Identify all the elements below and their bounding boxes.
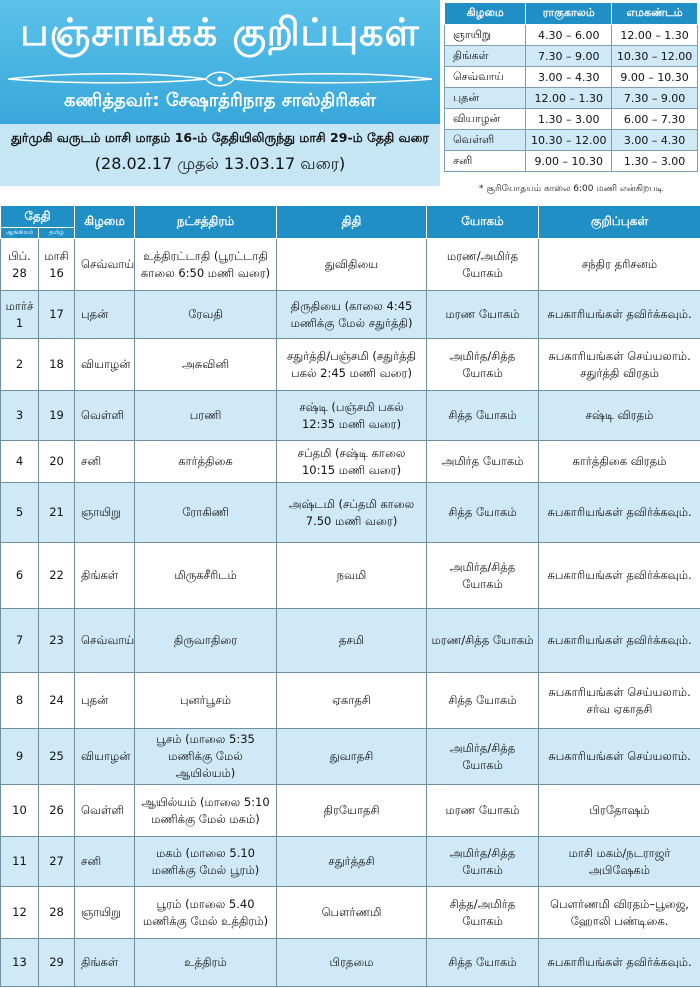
cell-date-tamil: 24 [39,673,75,729]
cell-day: வெள்ளி [75,785,135,837]
cell-yoga: சித்த யோகம் [427,391,539,441]
cell-tithi: பௌர்ணமி [277,887,427,939]
cell-date-english: 10 [1,785,39,837]
rahu-cell-rahukalam: 3.00 – 4.30 [526,67,612,88]
cell-star: மகம் (மாலை 5.10 மணிக்கு மேல் பூரம்) [135,837,277,887]
cell-tithi: திரயோதசி [277,785,427,837]
rahu-cell-day: செவ்வாய் [445,67,526,88]
date-range-numeric: (28.02.17 முதல் 13.03.17 வரை) [94,154,346,173]
table-row [1,483,700,543]
cell-note: சுபகாரியங்கள் தவிர்க்கவும். [539,939,700,987]
cell-note: பிரதோஷம் [539,785,700,837]
cell-note: கார்த்திகை விரதம் [539,441,700,483]
cell-yoga: மரண/சித்த யோகம் [427,609,539,673]
cell-date-english: மார்ச் 1 [1,291,39,339]
cell-note: சுபகாரியங்கள் தவிர்க்கவும். [539,543,700,609]
cell-day: திங்கள் [75,939,135,987]
cell-tithi: பிரதமை [277,939,427,987]
cell-star: திருவாதிரை [135,609,277,673]
date-box [0,124,440,186]
rahu-cell-day: ஞாயிறு [445,25,526,46]
cell-star: பூசம் (மாலை 5:35 மணிக்கு மேல் ஆயில்யம்) [135,729,277,785]
author-line: கணித்தவர்: சேஷாத்ரிநாத சாஸ்திரிகள் [64,90,376,111]
table-row [1,543,700,609]
cell-yoga: சித்த யோகம் [427,483,539,543]
rahu-cell-day: புதன் [445,88,526,109]
sunrise-footnote: * சூரியோதயம் காலை 6:00 மணி என்கிறபடி [479,184,663,194]
header-star: நட்சத்திரம் [135,206,277,239]
rahu-row [445,151,698,172]
header-date: தேதி [1,206,75,228]
cell-yoga: சித்த/அமிர்த யோகம் [427,887,539,939]
rahu-header-emagandam: எமகண்டம் [612,3,698,25]
cell-date-english: 7 [1,609,39,673]
cell-date-tamil: 28 [39,887,75,939]
cell-note: சுபகாரியங்கள் செய்யலாம். சர்வ ஏகாதசி [539,673,700,729]
table-row [1,785,700,837]
rahu-cell-rahukalam: 12.00 – 1.30 [526,88,612,109]
cell-tithi: நவமி [277,543,427,609]
rahu-cell-rahukalam: 7.30 – 9.00 [526,46,612,67]
cell-date-english: 4 [1,441,39,483]
main-table-header [1,206,700,228]
rahu-cell-rahukalam: 1.30 – 3.00 [526,109,612,130]
cell-note: சுபகாரியங்கள் தவிர்க்கவும். [539,609,700,673]
header-notes: குறிப்புகள் [539,206,700,239]
rahu-header-day: கிழமை [445,3,526,25]
cell-tithi: துவாதசி [277,729,427,785]
cell-tithi: சதுர்த்தசி [277,837,427,887]
cell-star: பூரம் (மாலை 5.40 மணிக்கு மேல் உத்திரம்) [135,887,277,939]
cell-day: வியாழன் [75,729,135,785]
table-row [1,609,700,673]
header-day: கிழமை [75,206,135,239]
table-row [1,291,700,339]
rahu-row [445,67,698,88]
rahu-row [445,25,698,46]
cell-date-tamil: 25 [39,729,75,785]
rahu-row [445,130,698,151]
table-row [1,239,700,291]
table-row [1,837,700,887]
cell-tithi: திருதியை (காலை 4:45 மணிக்கு மேல் சதுர்த்தி) [277,291,427,339]
rahu-cell-emagandam: 10.30 – 12.00 [612,46,698,67]
cell-tithi: ஏகாதசி [277,673,427,729]
cell-date-tamil: 23 [39,609,75,673]
cell-note: சஷ்டி விரதம் [539,391,700,441]
cell-date-english: 13 [1,939,39,987]
cell-yoga: மரண/அமிர்த யோகம் [427,239,539,291]
cell-note: சுபகாரியங்கள் தவிர்க்கவும். [539,291,700,339]
table-row [1,339,700,391]
cell-date-english: 5 [1,483,39,543]
cell-day: வெள்ளி [75,391,135,441]
table-row [1,729,700,785]
cell-star: புனர்பூசம் [135,673,277,729]
table-row [1,441,700,483]
rahu-cell-emagandam: 3.00 – 4.30 [612,130,698,151]
cell-day: வியாழன் [75,339,135,391]
header-tithi: திதி [277,206,427,239]
rahu-cell-emagandam: 7.30 – 9.00 [612,88,698,109]
cell-date-english: 3 [1,391,39,441]
cell-date-tamil: 27 [39,837,75,887]
cell-day: ஞாயிறு [75,483,135,543]
cell-yoga: அமிர்த/சித்த யோகம் [427,339,539,391]
cell-star: ஆயில்யம் (மாலை 5:10 மணிக்கு மேல் மகம்) [135,785,277,837]
cell-day: செவ்வாய் [75,609,135,673]
rahu-cell-emagandam: 9.00 – 10.30 [612,67,698,88]
cell-date-english: 12 [1,887,39,939]
cell-note: பௌர்ணமி விரதம்–பூஜை, ஹோலி பண்டிகை. [539,887,700,939]
cell-tithi: சதுர்த்தி/பஞ்சமி (சதுர்த்தி பகல் 2:45 மணி வரை) [277,339,427,391]
subheader-english: ஆங்கிலம் [1,228,39,239]
cell-note: மாசி மகம்/நடராஜர் அபிஷேகம் [539,837,700,887]
cell-date-tamil: 19 [39,391,75,441]
cell-day: ஞாயிறு [75,887,135,939]
cell-yoga: அமிர்த யோகம் [427,441,539,483]
cell-date-tamil: 20 [39,441,75,483]
rahu-cell-rahukalam: 9.00 – 10.30 [526,151,612,172]
rahu-cell-day: வியாழன் [445,109,526,130]
cell-note: சுபகாரியங்கள் செய்யலாம். [539,729,700,785]
cell-yoga: மரண யோகம் [427,785,539,837]
cell-date-english: 11 [1,837,39,887]
cell-day: சனி [75,837,135,887]
cell-day: புதன் [75,291,135,339]
table-row [1,939,700,987]
cell-tithi: சப்தமி (சஷ்டி காலை 10:15 மணி வரை) [277,441,427,483]
cell-note: சுபகாரியங்கள் தவிர்க்கவும். [539,483,700,543]
rahu-cell-rahukalam: 4.30 – 6.00 [526,25,612,46]
cell-day: சனி [75,441,135,483]
cell-date-tamil: 29 [39,939,75,987]
cell-day: செவ்வாய் [75,239,135,291]
cell-note: சந்திர தரிசனம் [539,239,700,291]
flourish-ornament-icon [6,68,434,90]
cell-date-tamil: 26 [39,785,75,837]
cell-yoga: சித்த யோகம் [427,673,539,729]
cell-yoga: அமிர்த/சித்த யோகம் [427,543,539,609]
rahu-row [445,46,698,67]
cell-date-tamil: 18 [39,339,75,391]
cell-yoga: சித்த யோகம் [427,939,539,987]
rahu-cell-rahukalam: 10.30 – 12.00 [526,130,612,151]
cell-date-english: பிப். 28 [1,239,39,291]
cell-yoga: அமிர்த/சித்த யோகம் [427,729,539,785]
rahu-cell-day: திங்கள் [445,46,526,67]
rahu-header-rahukalam: ராகுகாலம் [526,3,612,25]
cell-star: ரோகிணி [135,483,277,543]
cell-day: புதன் [75,673,135,729]
cell-note: சுபகாரியங்கள் செய்யலாம். சதுர்த்தி விரதம் [539,339,700,391]
cell-tithi: தசமி [277,609,427,673]
date-range-text: துர்முகி வருடம் மாசி மாதம் 16-ம் தேதியிலிருந்து மாசி 29-ம் தேதி வரை [11,130,429,145]
rahu-cell-emagandam: 6.00 – 7.30 [612,109,698,130]
cell-date-english: 2 [1,339,39,391]
cell-star: கார்த்திகை [135,441,277,483]
table-row [1,391,700,441]
header-yoga: யோகம் [427,206,539,239]
cell-yoga: மரண யோகம் [427,291,539,339]
cell-date-tamil: 21 [39,483,75,543]
rahu-kalam-table [444,2,698,172]
rahu-row [445,88,698,109]
rahu-cell-emagandam: 1.30 – 3.00 [612,151,698,172]
cell-star: உத்திரம் [135,939,277,987]
page-title: பஞ்சாங்கக் குறிப்புகள் [20,10,420,54]
panchangam-table [0,205,700,987]
cell-date-tamil: 22 [39,543,75,609]
cell-star: உத்திரட்டாதி (பூரட்டாதி காலை 6:50 மணி வரை) [135,239,277,291]
table-row [1,887,700,939]
rahu-cell-day: வெள்ளி [445,130,526,151]
cell-star: ரேவதி [135,291,277,339]
rahu-cell-day: சனி [445,151,526,172]
cell-tithi: சஷ்டி (பஞ்சமி பகல் 12:35 மணி வரை) [277,391,427,441]
cell-date-tamil: மாசி 16 [39,239,75,291]
cell-date-tamil: 17 [39,291,75,339]
table-row [1,673,700,729]
cell-tithi: அஷ்டமி (சப்தமி காலை 7.50 மணி வரை) [277,483,427,543]
cell-yoga: அமிர்த/சித்த யோகம் [427,837,539,887]
cell-tithi: துவிதியை [277,239,427,291]
cell-star: அசுவினி [135,339,277,391]
rahu-cell-emagandam: 12.00 – 1.30 [612,25,698,46]
cell-star: பரணி [135,391,277,441]
cell-star: மிருகசீரிடம் [135,543,277,609]
rahu-table-header [445,3,698,25]
cell-date-english: 8 [1,673,39,729]
rahu-row [445,109,698,130]
header-banner [0,0,440,186]
cell-date-english: 6 [1,543,39,609]
subheader-tamil: தமிழ் [39,228,75,239]
cell-day: திங்கள் [75,543,135,609]
cell-date-english: 9 [1,729,39,785]
